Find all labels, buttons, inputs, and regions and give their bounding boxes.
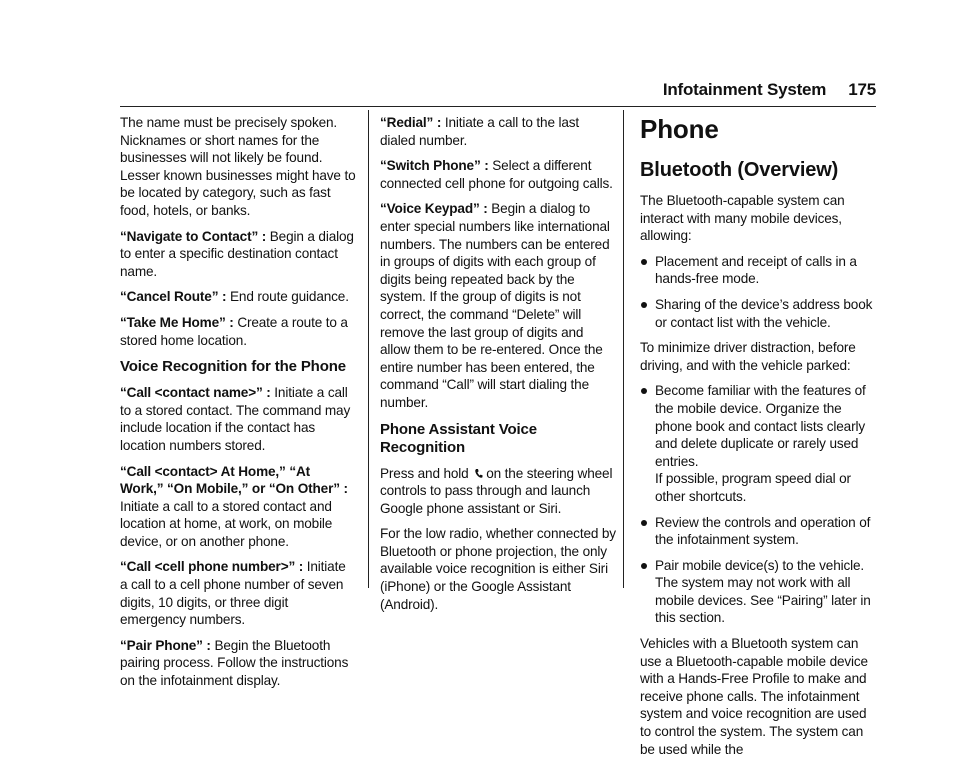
column-middle bbox=[380, 114, 616, 621]
command-navigate: “Navigate to Contact” : Begin a dialog to enter a specific destination contact name. bbox=[120, 228, 354, 279]
header-rule bbox=[120, 106, 876, 107]
page-number: 175 bbox=[848, 80, 876, 99]
section-heading-bluetooth: Bluetooth (Overview) bbox=[640, 159, 839, 181]
command-call-location: “Call <contact> At Home,” “At Work,” “On Mobile,” or “On Other” : Initiate a call to a stored contact and location at home, at work, on mobile device, or on another phone. bbox=[120, 463, 348, 549]
command-pair-phone: “Pair Phone” : Begin the Bluetooth pairing process. Follow the instructions on the infotainment display. bbox=[120, 637, 349, 689]
list-item: Pair mobile device(s) to the vehicle. The system may not work with all mobile devices. See “Pairing” later in this section. bbox=[640, 557, 876, 627]
bullet-icon bbox=[641, 520, 647, 526]
command-take-me-home: “Take Me Home” : Create a route to a stored home location. bbox=[120, 314, 348, 348]
list-item: Placement and receipt of calls in a hands-free mode. bbox=[640, 253, 876, 288]
column-right bbox=[640, 114, 876, 766]
paragraph-vehicles: Vehicles with a Bluetooth system can use a Bluetooth-capable mobile device with a Hands-Free Profile to make and receive phone calls. The infotainment system and voice recognition are used to control the system. The system can be used while the bbox=[640, 636, 868, 757]
bullet-icon bbox=[641, 259, 647, 265]
section-heading-assistant: Phone Assistant Voice Recognition bbox=[380, 420, 537, 456]
command-redial: “Redial” : Initiate a call to the last dialed number. bbox=[380, 115, 580, 148]
command-voice-keypad: “Voice Keypad” : Begin a dialog to enter special numbers like international numbers. The numbers can be entered in groups of digits with each group of digits being repeated back by the system. If the group of digits is not correct, the command “Delete” will remove the last group of digits and allow them to be re-entered. Once the entire number has been entered, the command “Call” will start dialing the number. bbox=[380, 201, 610, 410]
paragraph-low-radio: For the low radio, whether connected by Bluetooth or phone projection, the only available voice recognition is either Siri (iPhone) or the Google Assistant (Android). bbox=[380, 526, 616, 612]
command-cancel-route: “Cancel Route” : End route guidance. bbox=[120, 289, 349, 305]
column-divider bbox=[368, 110, 369, 588]
chapter-heading-phone: Phone bbox=[640, 114, 719, 144]
bullet-list-preparation bbox=[640, 382, 876, 627]
paragraph-press-hold: Press and hold on the steering wheel controls to pass through and launch Google phone assistant or Siri. bbox=[380, 465, 613, 516]
voice-recognition-icon bbox=[474, 468, 483, 480]
command-call-number: “Call <cell phone number>” : Initiate a call to a cell phone number of seven digits, 10 digits, or three digit emergency numbers. bbox=[120, 559, 346, 628]
bullet-icon bbox=[641, 302, 647, 308]
list-item: Sharing of the device’s address book or contact list with the vehicle. bbox=[640, 296, 876, 331]
bullet-icon bbox=[641, 388, 647, 394]
bullet-list-capabilities bbox=[640, 253, 876, 331]
column-left bbox=[120, 114, 356, 698]
section-heading-voice-phone: Voice Recognition for the Phone bbox=[120, 358, 346, 376]
list-item: Review the controls and operation of the infotainment system. bbox=[640, 514, 876, 549]
paragraph-minimize: To minimize driver distraction, before driving, and with the vehicle parked: bbox=[640, 340, 856, 373]
bullet-icon bbox=[641, 563, 647, 569]
command-call-contact: “Call <contact name>” : Initiate a call to a stored contact. The command may include location if the contact has location numbers stored. bbox=[120, 385, 351, 453]
page-header bbox=[663, 80, 876, 100]
list-item: Become familiar with the features of the mobile device. Organize the phone book and contact lists clearly and delete duplicate or rarely used entries. If possible, program speed dial or other shortcuts. bbox=[640, 382, 876, 505]
section-title: Infotainment System bbox=[662, 80, 827, 99]
command-switch-phone: “Switch Phone” : Select a different connected cell phone for outgoing calls. bbox=[380, 158, 613, 191]
column-divider bbox=[623, 110, 624, 588]
paragraph: The name must be precisely spoken. Nicknames or short names for the businesses will not likely be found. Lesser known businesses might have to be located by category, such as fast food, hotels, or banks. bbox=[120, 115, 356, 218]
paragraph-intro: The Bluetooth-capable system can interact with many mobile devices, allowing: bbox=[640, 193, 845, 244]
